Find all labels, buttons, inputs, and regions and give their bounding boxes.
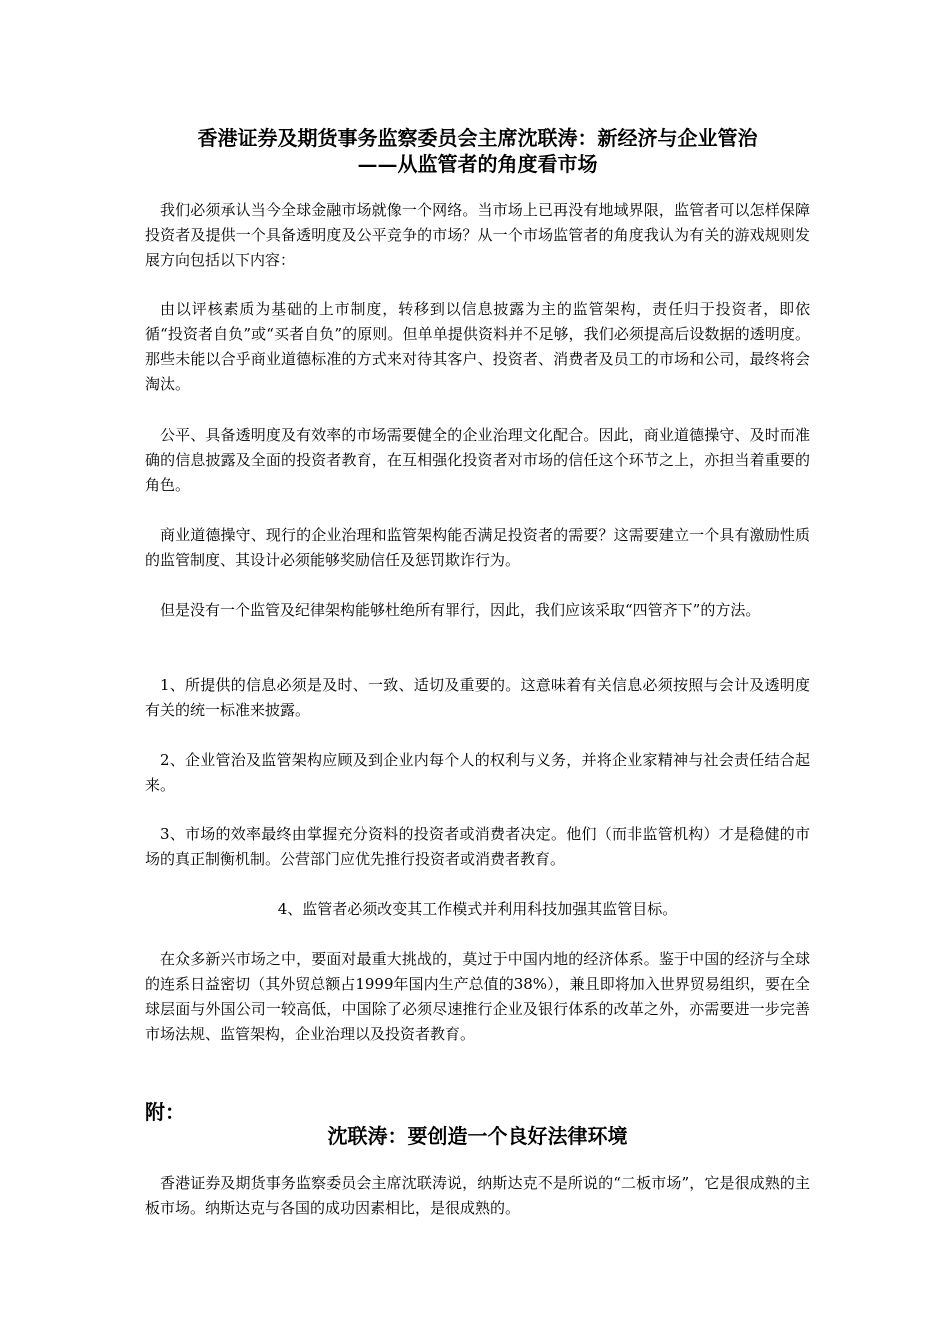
- appendix-title: 沈联涛：要创造一个良好法律环境: [327, 1124, 628, 1148]
- paragraph-intro: 我们必须承认当今全球金融市场就像一个网络。当市场上已再没有地域界限，监管者可以怎样保障投资者及提供一个具备透明度及公平竞争的市场？从一个市场监管者的角度我认为有关的游戏规则发展方向包括以下内容：: [145, 201, 810, 269]
- list-item-2: 2、企业管治及监管架构应顾及到企业内每个人的权利与义务，并将企业家精神与社会责任结合起来。: [145, 751, 810, 794]
- paragraph-governance-culture: 公平、具备透明度及有效率的市场需要健全的企业治理文化配合。因此，商业道德操守、及时而准确的信息披露及全面的投资者教育，在互相强化投资者对市场的信任这个环节之上，亦担当着重要的角色。: [145, 426, 810, 494]
- list-item-3: 3、市场的效率最终由掌握充分资料的投资者或消费者决定。他们（而非监管机构）才是稳健的市场的真正制衡机制。公营部门应优先推行投资者或消费者教育。: [145, 825, 810, 868]
- appendix-paragraph: 香港证券及期货事务监察委员会主席沈联涛说，纳斯达克不是所说的“二板市场”，它是很成熟的主板市场。纳斯达克与各国的成功因素相比，是很成熟的。: [145, 1174, 810, 1217]
- paragraph-four-pronged: 但是没有一个监管及纪律架构能够杜绝所有罪行，因此，我们应该采取“四管齐下”的方法。: [160, 601, 761, 619]
- paragraph-incentive-system: 商业道德操守、现行的企业治理和监管架构能否满足投资者的需要？这需要建立一个具有激励性质的监管制度、其设计必须能够奖励信任及惩罚欺诈行为。: [145, 526, 810, 569]
- document-title-line1: 香港证券及期货事务监察委员会主席沈联涛：新经济与企业管治: [197, 126, 758, 150]
- list-item-4: 4、监管者必须改变其工作模式并利用科技加强其监管目标。: [277, 900, 678, 918]
- paragraph-china-economy: 在众多新兴市场之中，要面对最重大挑战的，莫过于中国内地的经济体系。鉴于中国的经济与全球的连系日益密切（其外贸总额占1999年国内生产总值的38%），兼且即将加入世界贸易组织，要在全球层面与外国公司一较高低，中国除了必须尽速推行企业及银行体系的改革之外，亦需要进一步完善市场法规、监管架构，企业治理以及投资者教育。: [145, 950, 810, 1043]
- paragraph-disclosure: 由以评核素质为基础的上市制度，转移到以信息披露为主的监管架构，责任归于投资者，即依循“投资者自负”或“买者自负”的原则。但单单提供资料并不足够，我们必须提高后设数据的透明度。那些未能以合乎商业道德标准的方式来对待其客户、投资者、消费者及员工的市场和公司，最终将会淘汰。: [145, 300, 810, 393]
- list-item-1: 1、所提供的信息必须是及时、一致、适切及重要的。这意味着有关信息必须按照与会计及透明度有关的统一标准来披露。: [145, 676, 810, 719]
- document-title-line2: ——从监管者的角度看市场: [357, 152, 598, 176]
- appendix-label: 附：: [145, 1100, 185, 1124]
